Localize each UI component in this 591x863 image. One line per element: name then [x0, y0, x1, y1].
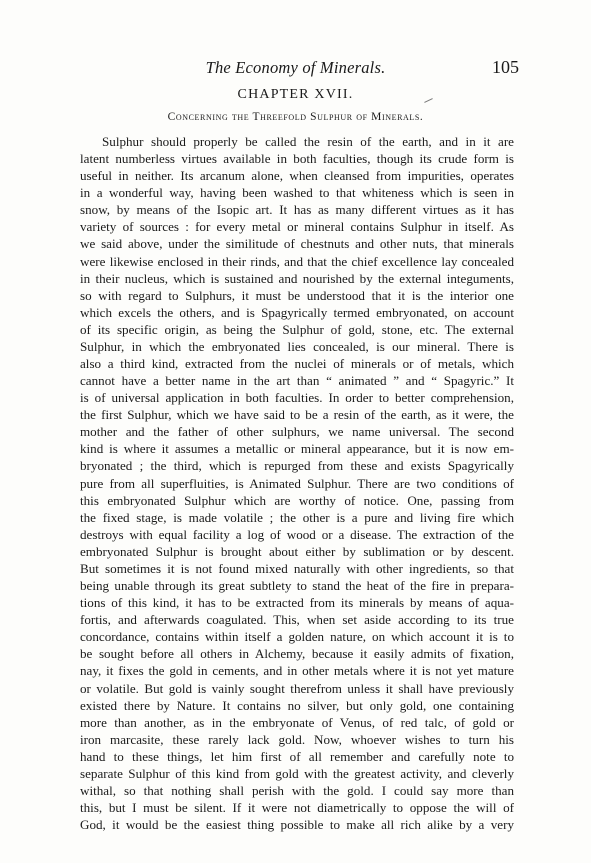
text-line: this, but I must be silent. If it were not diametrically to oppose the will of [80, 800, 514, 816]
text-line: Sulphur, in which the embryonated lies concealed, is our mineral. There is [80, 338, 514, 354]
text-line: which excels the others, and is Spagyrically termed embryonated, on account [80, 304, 514, 320]
text-line: latent numberless virtues available in both faculties, though its crude form is [80, 151, 514, 167]
text-line: existed there by Nature. It contains no silver, but only gold, one containing [80, 697, 514, 713]
text-line: variety of sources : for every metal or mineral contains Sulphur in itself. As [80, 219, 514, 235]
running-title: The Economy of Minerals. [205, 58, 386, 77]
text-line: useful in neither. Its arcanum alone, when cleansed from impurities, operates [80, 168, 514, 184]
text-line: hand to these things, let him first of all remember and carefully note to [80, 748, 514, 764]
text-line: of its specific origin, as being the Sulphur of gold, stone, etc. The external [80, 321, 514, 337]
running-head [80, 57, 519, 80]
text-line: kind is where it assumes a metallic or mineral appearance, but it is now em- [80, 441, 514, 457]
text-line: Sulphur should properly be called the resin of the earth, and in it are [102, 134, 514, 149]
text-line: this embryonated Sulphur which are worthy of notice. One, passing from [80, 492, 514, 508]
text-line: mother and the father of other sulphurs, we name universal. The second [80, 424, 514, 440]
text-line: were likewise enclosed in their rinds, and that the chief excellence lay concealed [80, 253, 514, 269]
text-line: be sought before all others in Alchemy, because it easily admits of fixation, [80, 646, 514, 662]
text-line: separate Sulphur of this kind from gold with the greatest activity, and cleverly [80, 765, 514, 781]
text-line: in a wonderful way, having been washed to that whiteness which is seen in [80, 185, 514, 201]
text-line: the first Sulphur, which we have said to be a resin of the earth, as it were, the [80, 407, 514, 423]
text-line: more than another, as in the embryonate of Venus, of red talc, of gold or [80, 714, 514, 730]
text-line: fortis, and afterwards coagulated. This, when set aside according to its true [80, 612, 514, 628]
text-line: destroys with equal facility a log of wood or a disease. The extraction of the [80, 526, 514, 542]
text-line: being unable through its great subtlety to stand the heat of the fire in prepara- [80, 578, 514, 594]
text-line: so with regard to Sulphurs, it must be understood that it is the interior one [80, 287, 514, 303]
text-line: is of universal application in both faculties. In order to better comprehension, [80, 390, 514, 406]
chapter-subtitle: Concerning the Threefold Sulphur of Minerals. [167, 111, 424, 123]
text-line: snow, by means of the Isopic art. It has as many different virtues as it has [80, 202, 514, 218]
text-line: bryonated ; the third, which is repurged from these and exists Spagyrically [80, 458, 514, 474]
text-line: concordance, contains within itself a golden nature, on which account it is to [80, 629, 514, 645]
text-line: withal, so that nothing shall perish with the gold. I could say more than [80, 782, 514, 798]
chapter-heading: CHAPTER XVII. [237, 87, 354, 102]
text-line: also a third kind, extracted from the nuclei of minerals or of metals, which [80, 356, 514, 372]
body-paragraph [80, 133, 514, 833]
text-line: in their nucleus, which is sustained and nourished by the external integuments, [80, 270, 514, 286]
text-line: But sometimes it is not found mixed naturally with other ingredients, so that [80, 560, 514, 576]
text-line: cannot have a better name in the art than “ animated ” and “ Spagyric.” It [80, 373, 514, 389]
text-line: iron marcasite, these rarely lack gold. Now, whoever wishes to turn his [80, 731, 514, 747]
text-line: pure from all superfluities, is Animated Sulphur. There are two conditions of [80, 475, 514, 491]
text-line: tions of this kind, it has to be extracted from its minerals by means of aqua- [80, 595, 514, 611]
text-line: we said above, under the similitude of chestnuts and other nuts, that minerals [80, 236, 514, 252]
page-number: 105 [492, 57, 519, 77]
text-line: or volatile. But gold is vainly sought therefrom unless it shall have previously [80, 680, 514, 696]
text-line: the fixed stage, is made volatile ; the other is a pure and living fire which [80, 509, 514, 525]
text-line: God, it would be the easiest thing possible to make all rich alike by a very [80, 817, 514, 833]
text-line: nay, it fixes the gold in cements, and in other metals where it is not yet mature [80, 663, 514, 679]
text-line: embryonated Sulphur is brought about either by sublimation or by descent. [80, 543, 514, 559]
